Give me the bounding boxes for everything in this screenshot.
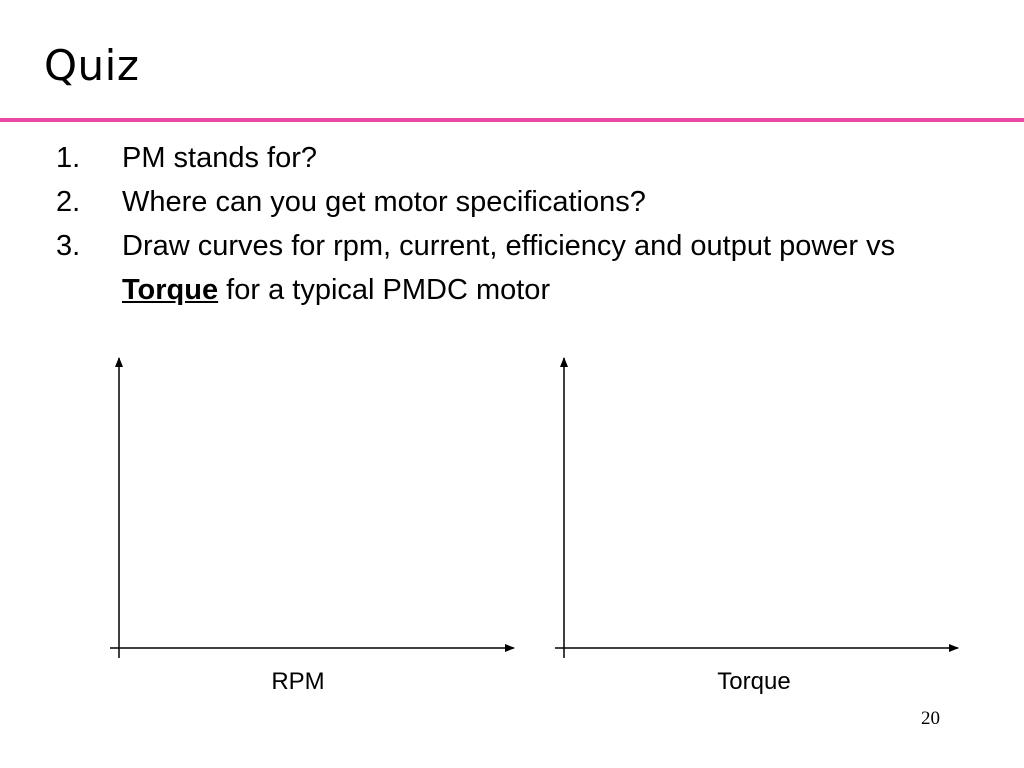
- question-text-end: for a typical PMDC motor: [218, 274, 551, 306]
- question-text: PM stands for?: [122, 142, 318, 174]
- question-number: 3.: [56, 230, 81, 262]
- question-number: 1.: [56, 142, 81, 174]
- question-text-start: Draw curves for rpm, current, efficiency and output power vs: [122, 230, 896, 262]
- question-text: Where can you get motor specifications?: [122, 186, 646, 218]
- page-number: 20: [921, 708, 940, 729]
- right-graph-x-label: Torque: [717, 668, 791, 695]
- left-graph-x-label: RPM: [271, 668, 325, 695]
- question-number: 2.: [56, 186, 81, 218]
- slide-title: Quiz: [44, 41, 140, 90]
- emphasized-word: Torque: [122, 274, 219, 306]
